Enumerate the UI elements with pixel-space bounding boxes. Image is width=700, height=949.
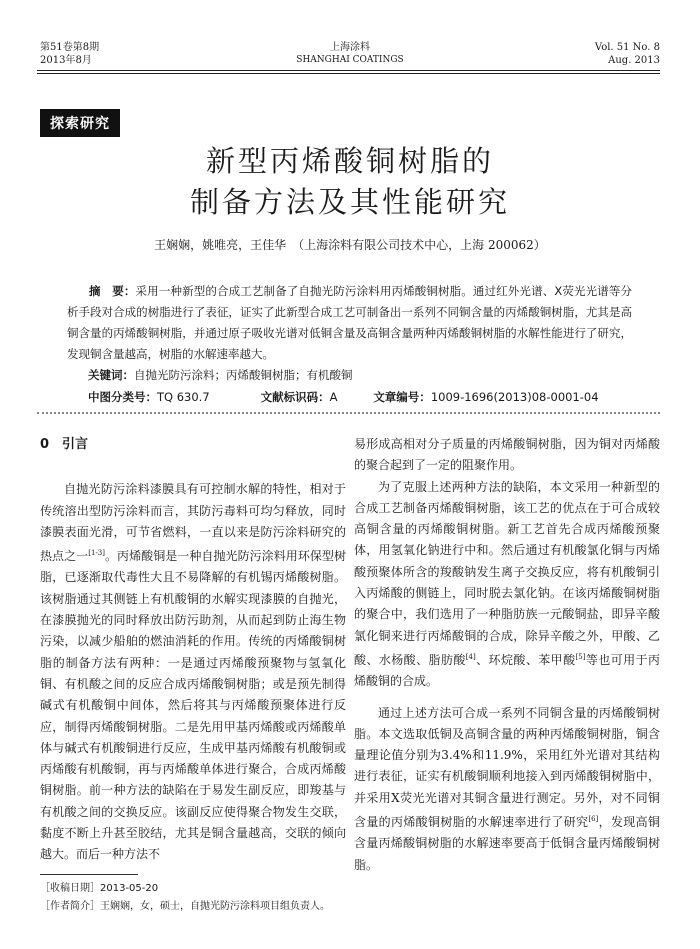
paper-title-line2: 制备方法及其性能研究 bbox=[189, 185, 510, 219]
header-date: 2013年8月 bbox=[40, 55, 92, 66]
clc-value: TQ 630.7 bbox=[157, 390, 210, 404]
header-date-en: Aug. 2013 bbox=[608, 55, 660, 66]
abstract bbox=[67, 281, 632, 365]
citation-5: [5] bbox=[575, 652, 586, 661]
right-paragraph-0: 易形成高相对分子质量的丙烯酸铜树脂，因为铜对丙烯酸的聚合起到了一定的阻聚作用。 bbox=[354, 437, 660, 473]
header-volume: 第51卷第8期 bbox=[40, 42, 100, 53]
paper-title-line1: 新型丙烯酸铜树脂的 bbox=[205, 144, 494, 178]
header-rule-2 bbox=[37, 73, 660, 74]
header-journal-cn: 上海涂料 bbox=[330, 42, 370, 53]
right-paragraph-2 bbox=[354, 703, 660, 876]
right-paragraph-1 bbox=[354, 477, 660, 693]
right-para1-text-b: 、环烷酸、苯甲酸 bbox=[475, 652, 576, 667]
footnote-received: ［收稿日期］2013-05-20 bbox=[40, 883, 159, 894]
clc-label: 中图分类号： bbox=[88, 390, 157, 404]
intro-paragraph-1 bbox=[40, 479, 346, 865]
right-para2-text-a: 通过上述方法可合成一系列不同铜含量的丙烯酸铜树脂。本文选取低铜及高铜含量的两种丙烯酸铜树脂，铜含量理论值分别为3.4%和11.9%，采用红外光谱对其结构进行表征，证实有机酸铜顺利地接入到丙烯酸铜树脂中，并采用X荧光光谱对其铜含量进行测定。另外，对不同铜含量的丙烯酸铜树脂的水解速率进行了研究 bbox=[354, 705, 660, 830]
doc-code-value: A bbox=[329, 390, 338, 404]
article-no-value: 1009-1696(2013)08-0001-04 bbox=[430, 390, 599, 404]
authors: 王娴娴，姚唯亮，王佳华 （上海涂料有限公司技术中心，上海 200062） bbox=[154, 238, 546, 252]
citation-6: [6] bbox=[588, 815, 599, 824]
intro-text-a: 自抛光防污涂料漆膜具有可控制水解的特性，相对于传统溶出型防污涂料而言，其防污毒料可均匀释放，同时漆膜表面光滑，可节省燃料，一直以来是防污涂料研究的热点之一 bbox=[40, 482, 346, 564]
footnote-rule bbox=[40, 874, 138, 875]
doc-code-label: 文献标识码： bbox=[260, 390, 330, 404]
journal-issue-en bbox=[595, 41, 660, 67]
keywords bbox=[88, 367, 353, 383]
header-journal-en: SHANGHAI COATINGS bbox=[296, 55, 404, 65]
right-column bbox=[354, 434, 660, 876]
citation-1-3: [1-3] bbox=[88, 549, 105, 558]
section-heading-introduction: 0 引言 bbox=[40, 437, 89, 452]
abstract-text: 采用一种新型的合成工艺制备了自抛光防污涂料用丙烯酸铜树脂。通过红外光谱、X荧光光谱等分析手段对合成的树脂进行了表征，证实了此新型合成工艺可制备出一系列不同铜含量的丙烯酸铜树脂，尤其是高铜含量的丙烯酸铜树脂，并通过原子吸收光谱对低铜含量及高铜含量两种丙烯酸铜树脂的水解性能进行了研究，发现铜含量越高，树脂的水解速率越大。 bbox=[67, 284, 633, 361]
right-para1-text-a: 为了克服上述两种方法的缺陷，本文采用一种新型的合成工艺制备丙烯酸铜树脂，该工艺的优点在于可合成较高铜含量的丙烯酸铜树脂。新工艺首先合成丙烯酸预聚体，用氢氧化钠进行中和。然后通过有机酸氯化铜与丙烯酸预聚体所含的羧酸钠发生离子交换反应，将有机酸铜引入丙烯酸的侧链上，同时脱去氯化钠。在该丙烯酸铜树脂的聚合中，我们选用了一种脂肪族一元酸铜盐，即异辛酸氯化铜来进行丙烯酸铜的合成，除异辛酸之外，甲酸、乙酸、水杨酸、脂肪酸 bbox=[354, 479, 660, 667]
article-no-label: 文章编号： bbox=[373, 390, 431, 404]
right-para2-text-b: ，发现高铜含量丙烯酸铜树脂的水解速率要高于低铜含量丙烯酸铜树脂。 bbox=[354, 815, 660, 872]
right-para1-text-c: 等也可用于丙烯酸铜的合成。 bbox=[354, 652, 660, 689]
left-column bbox=[40, 434, 346, 866]
footnote-author-bio: ［作者简介］王娴娴，女，硕士，自抛光防污涂料项目组负责人。 bbox=[40, 901, 330, 912]
abstract-label: 摘 要： bbox=[89, 284, 136, 298]
keywords-label: 关键词： bbox=[88, 368, 134, 382]
abstract-divider bbox=[37, 412, 660, 414]
header-rule bbox=[37, 70, 660, 71]
intro-text-b: 。丙烯酸铜是一种自抛光防污涂料用环保型树脂，已逐渐取代毒性大且不易降解的有机锡丙烯酸树脂。该树脂通过其侧链上有机酸铜的水解实现漆膜的自抛光，在漆膜抛光的同时释放出防污助剂，从而起到防止海生物污染，以减少船舶的燃油消耗的作用。传统的丙烯酸铜树脂的制备方法有两种：一是通过丙烯酸预聚物与氢氧化铜、有机酸之间的反应合成丙烯酸铜树脂；或是预先制得碱式有机酸铜中间体，然后将其与丙烯酸预聚体进行反应，制得丙烯酸铜树脂。二是先用甲基丙烯酸或丙烯酸单体与碱式有机酸铜进行反应，生成甲基丙烯酸有机酸铜或丙烯酸有机酸铜，再与丙烯酸单体进行聚合，合成丙烯酸铜树脂。前一种方法的缺陷在于易发生副反应，即羧基与有机酸之间的交换反应。该副反应使得聚合物发生交联，黏度不断上升甚至胶结，尤其是铜含量越高，交联的倾向越大。而后一种方法不 bbox=[40, 549, 346, 862]
classification bbox=[88, 389, 608, 405]
keywords-text: 自抛光防污涂料；丙烯酸铜树脂；有机酸铜 bbox=[134, 368, 353, 382]
section-tag: 探索研究 bbox=[40, 109, 120, 137]
header-volume-en: Vol. 51 No. 8 bbox=[594, 42, 660, 53]
citation-4: [4] bbox=[465, 652, 476, 661]
